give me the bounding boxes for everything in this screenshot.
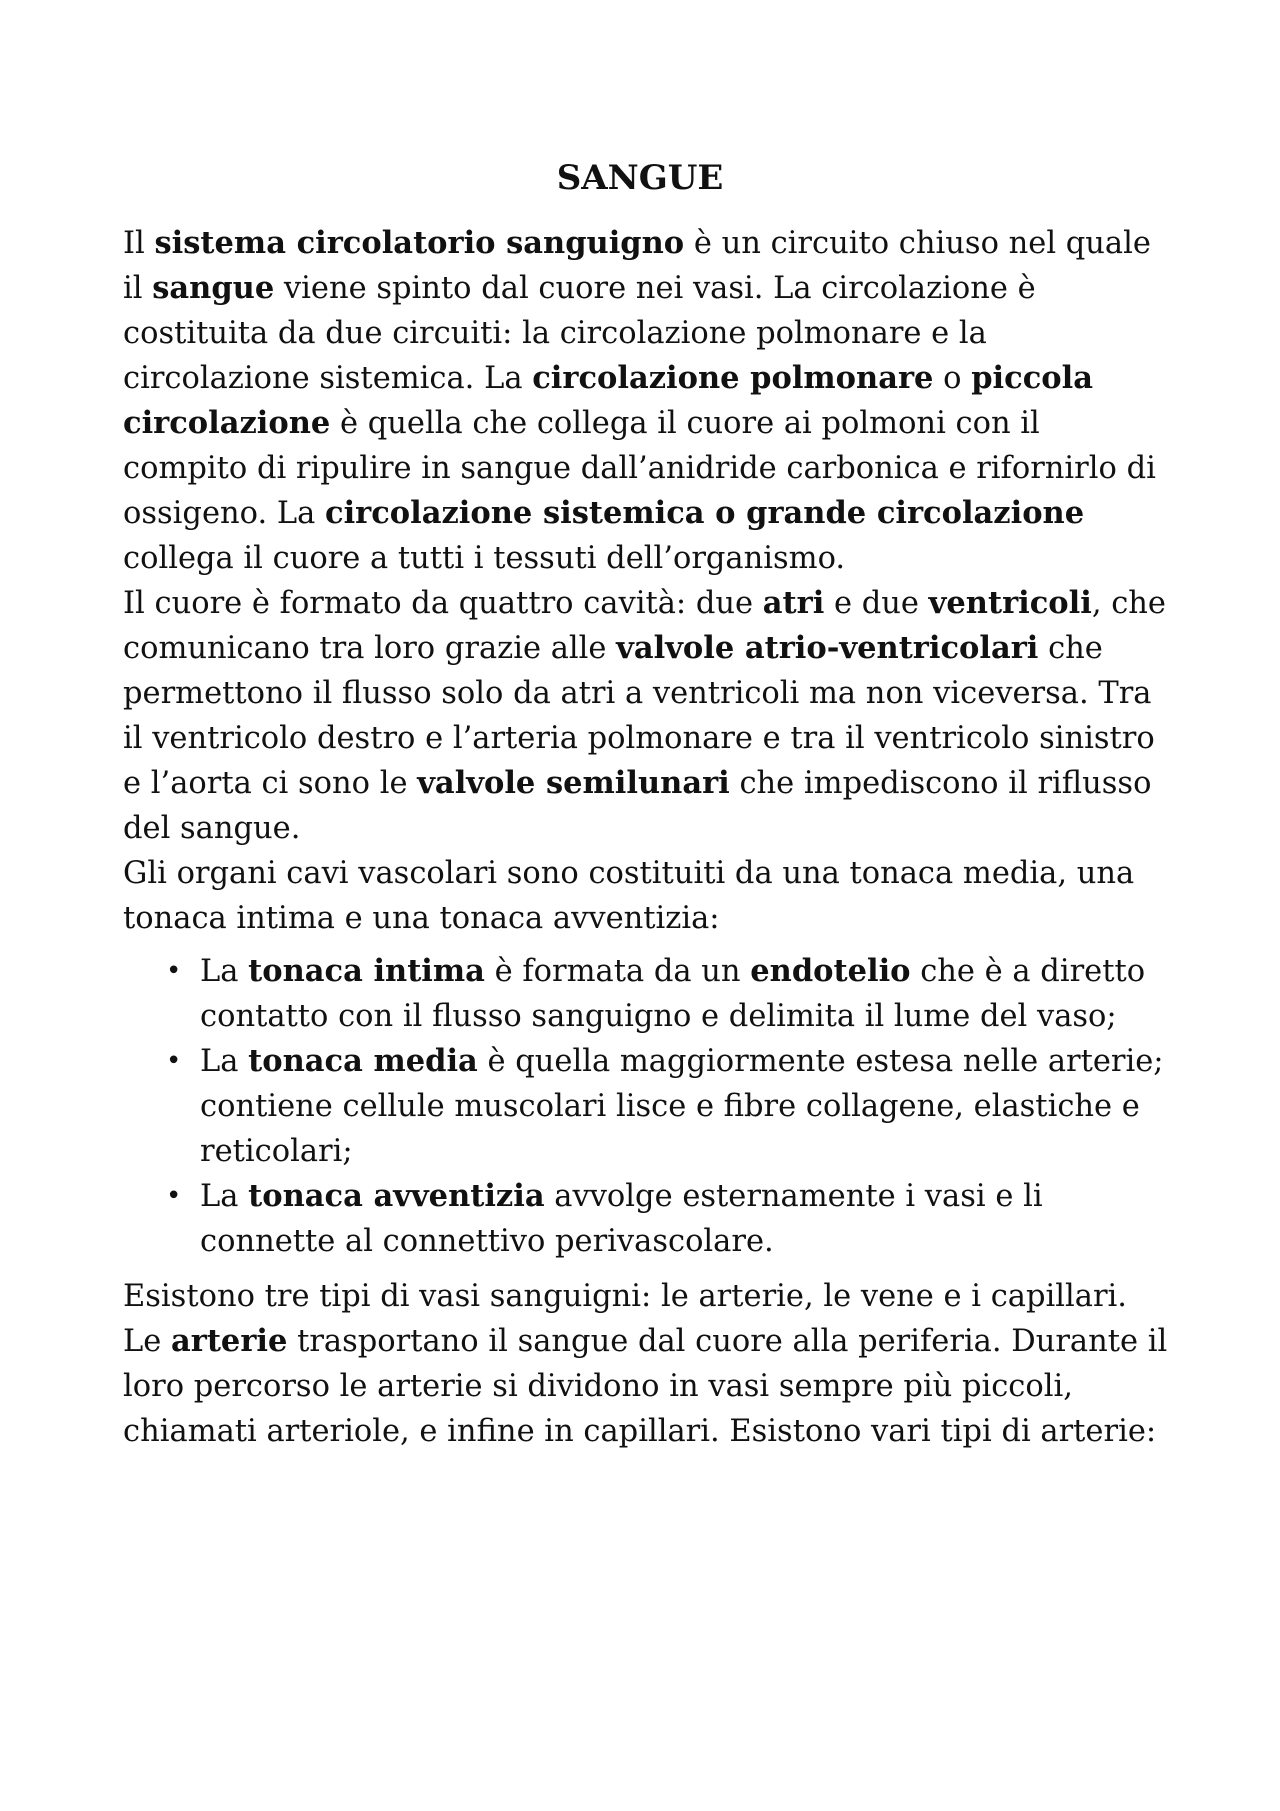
tunics-list — [123, 949, 1173, 1264]
text-run: collega il cuore a tutti i tessuti dell’organismo. — [123, 541, 846, 576]
bold-term: tonaca avventizia — [248, 1178, 545, 1214]
text-run: Il cuore è formato da quattro cavità: due — [123, 586, 763, 621]
text-run: viene spinto dal cuore nei vasi. La circolazione è costituita da due circuiti: la circolazione polmonare e la circolazione sistemica. La — [123, 271, 1036, 396]
bold-term: piccola circolazione — [123, 360, 1093, 441]
bold-term: ventricoli — [928, 585, 1092, 621]
text-run: La — [200, 1179, 249, 1214]
bold-term: arterie — [171, 1323, 288, 1359]
text-run: e due — [824, 586, 929, 621]
paragraph-arteries — [123, 1319, 1173, 1454]
bold-term: circolazione sistemica o grande circolazione — [325, 495, 1085, 531]
text-run: che è a diretto contatto con il flusso sanguigno e delimita il lume del vaso; — [200, 954, 1146, 1034]
paragraph-circulatory-system — [123, 221, 1173, 581]
list-item — [166, 949, 1173, 1039]
bold-term: sangue — [152, 270, 275, 306]
text-run: , che comunicano tra loro grazie alle — [123, 586, 1166, 666]
text-run: che permettono il flusso solo da atri a ventricoli ma non viceversa. Tra il ventricolo destro e l’arteria polmonare e tra il ventricolo sinistro e l’aorta ci sono le — [123, 631, 1155, 801]
text-run: Le — [123, 1324, 171, 1359]
bold-term: tonaca intima — [248, 953, 485, 989]
page-title: SANGUE — [556, 158, 724, 198]
text-run: La — [200, 1044, 249, 1079]
bold-term: valvole atrio-ventricolari — [616, 630, 1039, 666]
text-run: Il — [123, 226, 155, 261]
text-run: trasportano il sangue dal cuore alla periferia. Durante il loro percorso le arterie si dividono in vasi sempre più piccoli, chiamati arteriole, e infine in capillari. Esistono vari tipi di arterie: — [123, 1324, 1168, 1449]
text-run: La — [200, 954, 249, 989]
paragraph-heart — [123, 581, 1173, 851]
bold-term: valvole semilunari — [417, 765, 730, 801]
text-run: è quella che collega il cuore ai polmoni con il compito di ripulire in sangue dall’anidride carbonica e rifornirlo di ossigeno. La — [123, 406, 1156, 531]
bold-term: sistema circolatorio sanguigno — [154, 225, 685, 261]
bullet-icon: • — [166, 1046, 182, 1076]
bold-term: atri — [762, 585, 825, 621]
document-body — [123, 221, 1173, 1454]
list-item — [166, 1174, 1173, 1264]
text-run: o — [933, 361, 972, 396]
paragraph-vessel-types: Esistono tre tipi di vasi sanguigni: le arterie, le vene e i capillari. — [123, 1279, 1127, 1314]
text-run: è un circuito chiuso nel quale il — [123, 226, 1151, 306]
bold-term: circolazione polmonare — [532, 360, 934, 396]
bold-term: endotelio — [750, 953, 911, 989]
bullet-icon: • — [166, 1181, 182, 1211]
bullet-icon: • — [166, 956, 182, 986]
paragraph-vascular-tunics: Gli organi cavi vascolari sono costituiti da una tonaca media, una tonaca intima e una tonaca avventizia: — [123, 856, 1135, 936]
text-run: è formata da un — [484, 954, 751, 989]
list-item — [166, 1039, 1173, 1174]
bold-term: tonaca media — [248, 1043, 478, 1079]
text-run: è quella maggiormente estesa nelle arterie; contiene cellule muscolari lisce e fibre collagene, elastiche e reticolari; — [200, 1044, 1164, 1169]
text-run: avvolge esternamente i vasi e li connette al connettivo perivascolare. — [200, 1179, 1043, 1259]
text-run: che impediscono il riflusso del sangue. — [123, 766, 1152, 846]
